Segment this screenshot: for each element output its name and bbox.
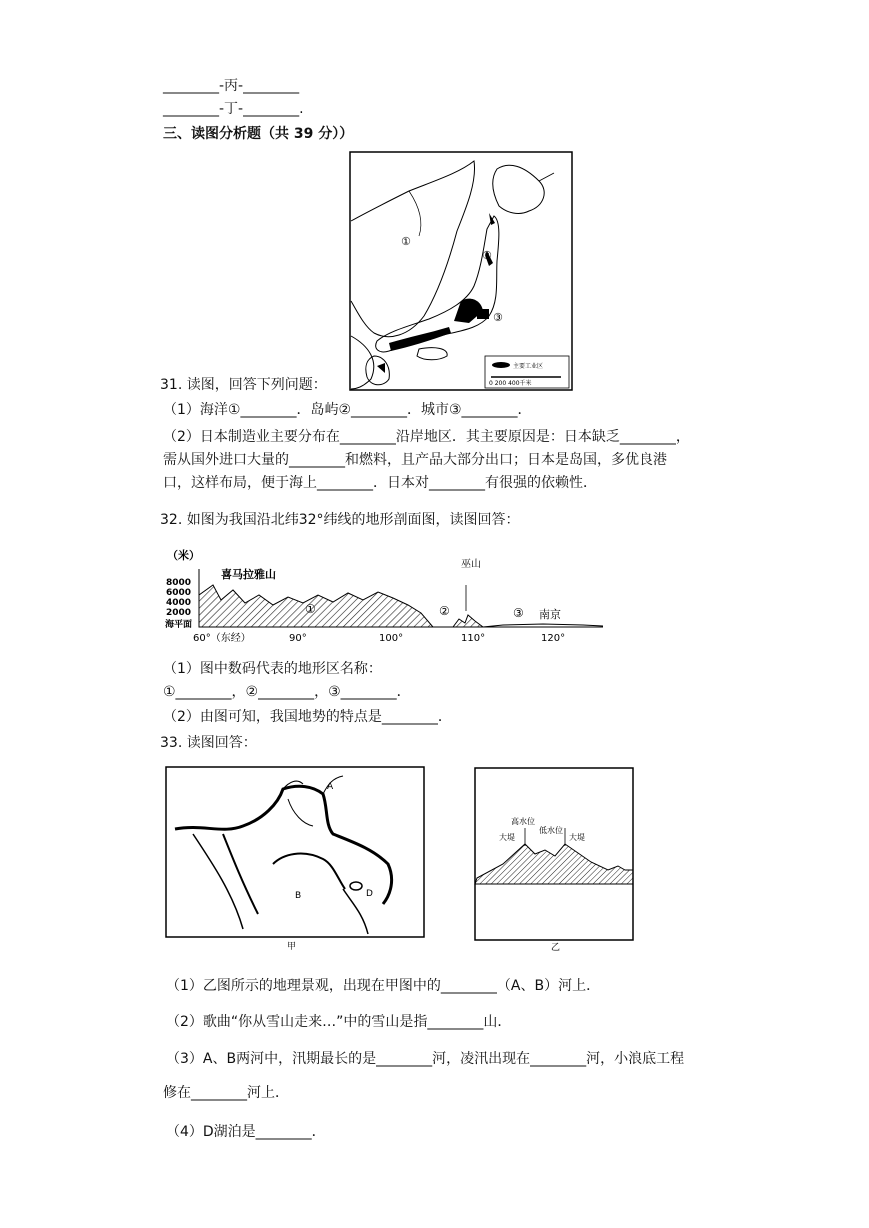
q33: 33. 读图回答： — [160, 735, 257, 751]
xtick-90: 90° — [289, 633, 307, 644]
label-ocean-1: ① — [401, 235, 411, 248]
q31-1: （1）海洋①________．岛屿②________．城市③________． — [163, 402, 532, 418]
label-low-water: 低水位 — [539, 826, 563, 835]
ytick-6000: 6000 — [166, 588, 192, 598]
label-dike-right: 大堤 — [569, 833, 585, 842]
ytick-8000: 8000 — [166, 578, 192, 588]
lake-label-d: D — [366, 889, 373, 899]
label-island-2: ② — [482, 249, 492, 262]
terrain-profile — [163, 545, 608, 650]
q31-2c: 口，这样布局，便于海上________．日本对________有很强的依赖性． — [163, 475, 597, 491]
river-label-a: A — [327, 782, 334, 792]
label-dike-left: 大堤 — [499, 833, 515, 842]
answer-line-ding: ________-丁-________. — [163, 101, 304, 117]
region-1: ① — [305, 602, 316, 616]
levee-diagram — [473, 766, 635, 952]
q31-2b: 需从国外进口大量的________和燃料，且产品大部分出口；日本是岛国，多优良港 — [163, 452, 667, 468]
label-nanjing: 南京 — [539, 608, 561, 621]
xtick-60: 60°（东经） — [193, 633, 251, 644]
q31: 31. 读图，回答下列问题： — [160, 377, 327, 393]
label-city-3: ③ — [493, 311, 503, 324]
river-map — [163, 764, 427, 950]
q33-2: （2）歌曲“你从雪山走来…”中的雪山是指________山． — [166, 1014, 512, 1030]
q33-3b: 修在________河上． — [163, 1085, 289, 1101]
legend-industrial: 主要工业区 — [513, 363, 544, 370]
xtick-120: 120° — [541, 633, 566, 644]
sea-level: 海平面 — [165, 620, 193, 630]
xtick-100: 100° — [379, 633, 404, 644]
q32: 32. 如图为我国沿北纬32°纬线的地形剖面图，读图回答： — [160, 512, 520, 528]
label-high-water: 高水位 — [511, 817, 535, 826]
river-label-b: B — [295, 891, 302, 901]
caption-jia: 甲 — [287, 942, 297, 950]
region-2: ② — [439, 604, 450, 618]
label-himalaya: 喜马拉雅山 — [221, 568, 276, 581]
answer-line-bing: ________-丙-________ — [163, 78, 300, 94]
ytick-4000: 4000 — [166, 598, 192, 608]
q32-1b: ①________，②________，③________． — [163, 684, 411, 700]
q32-1: （1）图中数码代表的地形区名称： — [163, 661, 382, 677]
section-heading: 三、读图分析题（共 39 分）） — [163, 126, 354, 142]
q33-1: （1）乙图所示的地理景观，出现在甲图中的________（A、B）河上． — [166, 978, 601, 994]
xtick-110: 110° — [461, 633, 486, 644]
q33-3a: （3）A、B两河中，汛期最长的是________河，凌汛出现在________河，小浪底工程 — [166, 1051, 685, 1067]
q31-2a: （2）日本制造业主要分布在________沿岸地区．其主要原因是：日本缺乏________， — [163, 429, 690, 445]
ytick-2000: 2000 — [166, 608, 192, 618]
profile-unit: （米） — [167, 549, 200, 562]
japan-map — [349, 151, 573, 391]
q32-2: （2）由图可知，我国地势的特点是________． — [163, 709, 452, 725]
label-wushan: 巫山 — [461, 559, 481, 570]
region-3: ③ — [513, 606, 524, 620]
legend-scale: 0 200 400千米 — [489, 380, 532, 387]
caption-yi: 乙 — [551, 943, 561, 952]
q33-4: （4）D湖泊是________． — [166, 1124, 326, 1140]
